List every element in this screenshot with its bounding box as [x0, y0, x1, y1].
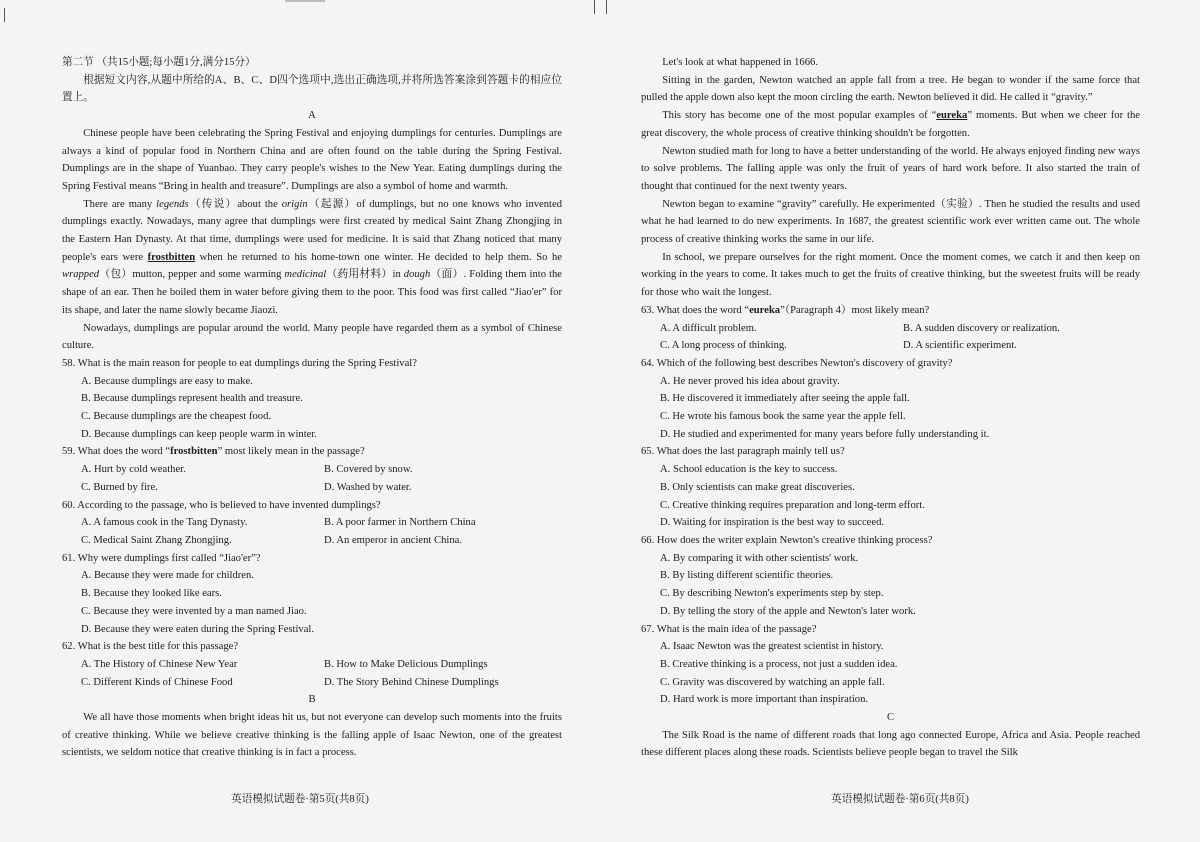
question-59-options-row-1: [62, 461, 562, 479]
section-instructions: 根据短文内容,从题中所给的A、B、C、D四个选项中,选出正确选项,并将所选答案涂到答题卡的相应位置上。: [62, 74, 562, 104]
question-67-option-c: C. Gravity was discovered by watching an apple fall.: [660, 676, 885, 688]
question-60-options-row-1: [62, 514, 562, 532]
question-59-options-row-2: [62, 479, 562, 497]
text-run: 59. What does the word “: [62, 446, 171, 458]
question-66-stem: 66. How does the writer explain Newton's creative thinking process?: [641, 534, 933, 546]
text-run: （面）. Folding them into the shape of an ear. Then he boiled them in water before giving them to the poor. This food was first called “Jiao'er” for its shape, and later the name slowly became Jiaozi.: [62, 269, 562, 316]
question-62-option-c: C. Different Kinds of Chinese Food: [81, 676, 233, 688]
word-wrapped: wrapped: [62, 269, 100, 281]
question-58-option-a: A. Because dumplings are easy to make.: [81, 375, 253, 387]
word-eureka: eureka: [936, 110, 968, 122]
word-medicinal: medicinal: [284, 269, 327, 281]
question-62-options-row-1: [62, 656, 562, 674]
question-60-option-d: D. An emperor in ancient China.: [324, 534, 462, 546]
question-59-option-a: A. Hurt by cold weather.: [81, 464, 186, 476]
passage-a-label: A: [308, 110, 316, 122]
question-62-option-b: B. How to Make Delicious Dumplings: [324, 658, 488, 670]
question-59-word: frostbitten: [170, 446, 218, 458]
question-63-word: eureka: [749, 304, 781, 316]
question-60-option-c: C. Medical Saint Zhang Zhongjing.: [81, 534, 232, 546]
question-67-stem: 67. What is the main idea of the passage?: [641, 623, 817, 635]
question-66-option-d: D. By telling the story of the apple and Newton's later work.: [660, 605, 916, 617]
question-65-stem: 65. What does the last paragraph mainly tell us?: [641, 446, 845, 458]
question-62-option-a: A. The History of Chinese New Year: [81, 658, 238, 670]
text-run: （包）mutton, pepper and some warming: [99, 269, 285, 281]
question-60-stem: 60. According to the passage, who is believed to have invented dumplings?: [62, 499, 381, 511]
question-65-option-c: C. Creative thinking requires preparation and long-term effort.: [660, 499, 925, 511]
question-60-option-b: B. A poor farmer in Northern China: [324, 517, 476, 529]
passage-a-paragraph-3: Nowadays, dumplings are popular around the world. Many people have regarded them as a symbol of Chinese culture.: [62, 322, 562, 352]
question-66-option-b: B. By listing different scientific theories.: [660, 570, 834, 582]
word-legends: legends: [156, 198, 189, 210]
passage-b-paragraph-2: Let's look at what happened in 1666.: [662, 57, 818, 68]
question-65-option-b: B. Only scientists can make great discoveries.: [660, 481, 855, 493]
question-63-option-d: D. A scientific experiment.: [903, 340, 1017, 352]
question-59-option-d: D. Washed by water.: [324, 481, 412, 493]
passage-b-paragraph-4: [641, 107, 1140, 142]
question-63-option-b: B. A sudden discovery or realization.: [903, 322, 1060, 334]
question-67-option-d: D. Hard work is more important than inspiration.: [660, 694, 869, 706]
question-66-option-c: C. By describing Newton's experiments step by step.: [660, 588, 884, 600]
text-run: This story has become one of the most popular examples of “: [662, 110, 937, 122]
passage-b-paragraph-6: Newton began to examine “gravity” carefully. He experimented（实验）. Then he studied the results and used what he had learned to do new experiments. In 1687, the greatest scientific work ever written came out. The whole process of creative thinking works the same in our life.: [641, 198, 1140, 246]
passage-c-paragraph-1: The Silk Road is the name of different roads that long ago connected Europe, Africa and Asia. People reached these different places along these roads. Scientists believe people began to travel the Silk: [641, 729, 1140, 759]
question-61-option-c: C. Because they were invented by a man named Jiao.: [81, 605, 307, 617]
passage-b-paragraph-7: In school, we prepare ourselves for the right moment. Once the moment comes, we catch it and then keep on working in the years to come. It takes much to get the fruits of creative thinking, but the sweetest fruits will be ready for those who wait the longest.: [641, 251, 1140, 299]
exam-page-6: [600, 0, 1200, 842]
question-63-options-row-1: [641, 320, 1140, 338]
right-column: [641, 54, 1140, 762]
word-frostbitten: frostbitten: [147, 251, 196, 263]
text-run: ” moments. But when we cheer for the great discovery, the whole process of creative thinking shouldn't be forgotten.: [641, 110, 1141, 139]
left-column: [62, 54, 562, 762]
question-64-option-c: C. He wrote his famous book the same year the apple fell.: [660, 411, 906, 423]
question-61-option-d: D. Because they were eaten during the Spring Festival.: [81, 623, 314, 635]
section-header: 第二节 （共15小题;每小题1分,满分15分）: [62, 57, 256, 68]
question-62-options-row-2: [62, 674, 562, 692]
question-58-option-b: B. Because dumplings represent health and treasure.: [81, 393, 303, 405]
page-footer-6: 英语模拟试题卷·第6页(共8页): [831, 794, 969, 805]
text-run: （传说）about the: [188, 198, 282, 210]
passage-b-paragraph-3: Sitting in the garden, Newton watched an apple fall from a tree. He began to wonder if the same force that pulled the apple down also kept the moon circling the earth. Newton believed it did. He called it “gravity.”: [641, 74, 1140, 104]
text-run: （药用材料）in: [326, 269, 404, 281]
question-61-option-b: B. Because they looked like ears.: [81, 588, 222, 600]
word-dough: dough: [403, 269, 431, 281]
question-59-stem: [62, 443, 562, 461]
question-63-options-row-2: [641, 337, 1140, 355]
text-run: There are many: [83, 198, 157, 210]
page-footer-5: 英语模拟试题卷·第5页(共8页): [231, 794, 369, 805]
text-run: ” most likely mean in the passage?: [217, 446, 365, 458]
question-65-option-d: D. Waiting for inspiration is the best way to succeed.: [660, 517, 885, 529]
question-64-option-a: A. He never proved his idea about gravity.: [660, 375, 840, 387]
question-58-option-c: C. Because dumplings are the cheapest food.: [81, 411, 272, 423]
text-run: 63. What does the word “: [641, 304, 750, 316]
passage-b-paragraph-1: We all have those moments when bright ideas hit us, but not everyone can develop such moments into the fruits of creative thinking. While we believe creative thinking is the falling apple of Isaac Newton, one of the greatest scientists, we seldom notice that creative thinking is in fact a process.: [62, 712, 562, 759]
question-59-option-c: C. Burned by fire.: [81, 481, 158, 493]
question-63-option-a: A. A difficult problem.: [660, 322, 757, 334]
question-63-stem: [641, 302, 1140, 320]
question-67-option-a: A. Isaac Newton was the greatest scientist in history.: [660, 641, 884, 653]
text-run: （起源）of dumplings, but no one knows who invented dumplings exactly. Nowadays, many agree that dumplings were first created by medical Saint Zhang Zhongjing in the Eastern Han Dynasty. At that time, dumplings were used for medicine. It is said that Zhang noticed that many people's ears were: [62, 198, 563, 263]
question-65-option-a: A. School education is the key to success.: [660, 464, 838, 476]
question-61-option-a: A. Because they were made for children.: [81, 570, 254, 582]
question-58-option-d: D. Because dumplings can keep people warm in winter.: [81, 428, 317, 440]
question-60-options-row-2: [62, 532, 562, 550]
question-59-option-b: B. Covered by snow.: [324, 464, 413, 476]
question-62-option-d: D. The Story Behind Chinese Dumplings: [324, 676, 499, 688]
word-origin: origin: [281, 198, 308, 210]
question-61-stem: 61. Why were dumplings first called “Jiao'er”?: [62, 552, 261, 564]
question-64-stem: 64. Which of the following best describes Newton's discovery of gravity?: [641, 357, 953, 369]
question-64-option-d: D. He studied and experimented for many years before fully understanding it.: [660, 428, 990, 440]
passage-b-label: B: [308, 694, 316, 706]
passage-b-paragraph-5: Newton studied math for long to have a better understanding of the world. He always enjoyed finding new ways to solve problems. The falling apple was only the fruit of years of hard work before. It also started the train of thought that continued for the next twenty years.: [641, 145, 1140, 192]
question-66-option-a: A. By comparing it with other scientists' work.: [660, 552, 859, 564]
text-run: ”（Paragraph 4）most likely mean?: [780, 304, 930, 316]
question-67-option-b: B. Creative thinking is a process, not just a sudden idea.: [660, 658, 898, 670]
question-60-option-a: A. A famous cook in the Tang Dynasty.: [81, 517, 248, 529]
text-run: when he returned to his home-town one winter. He decided to help them. So he: [195, 251, 562, 263]
passage-c-label: C: [886, 712, 895, 724]
question-64-option-b: B. He discovered it immediately after seeing the apple fall.: [660, 393, 910, 405]
question-58-stem: 58. What is the main reason for people to eat dumplings during the Spring Festival?: [62, 357, 417, 369]
question-63-option-c: C. A long process of thinking.: [660, 340, 787, 352]
passage-a-paragraph-1: Chinese people have been celebrating the Spring Festival and enjoying dumplings for centuries. Dumplings are always a kind of popular food in Northern China and are often found on the table during the Spring Festival. Dumplings are in the shape of Yuanbao. They carry people's wishes to the New Year. Eating dumplings during the Spring Festival means “Bring in health and treasure”. Dumplings are also a symbol of home and warmth.: [62, 127, 562, 192]
question-62-stem: 62. What is the best title for this passage?: [62, 641, 239, 653]
passage-a-paragraph-2: [62, 196, 562, 320]
